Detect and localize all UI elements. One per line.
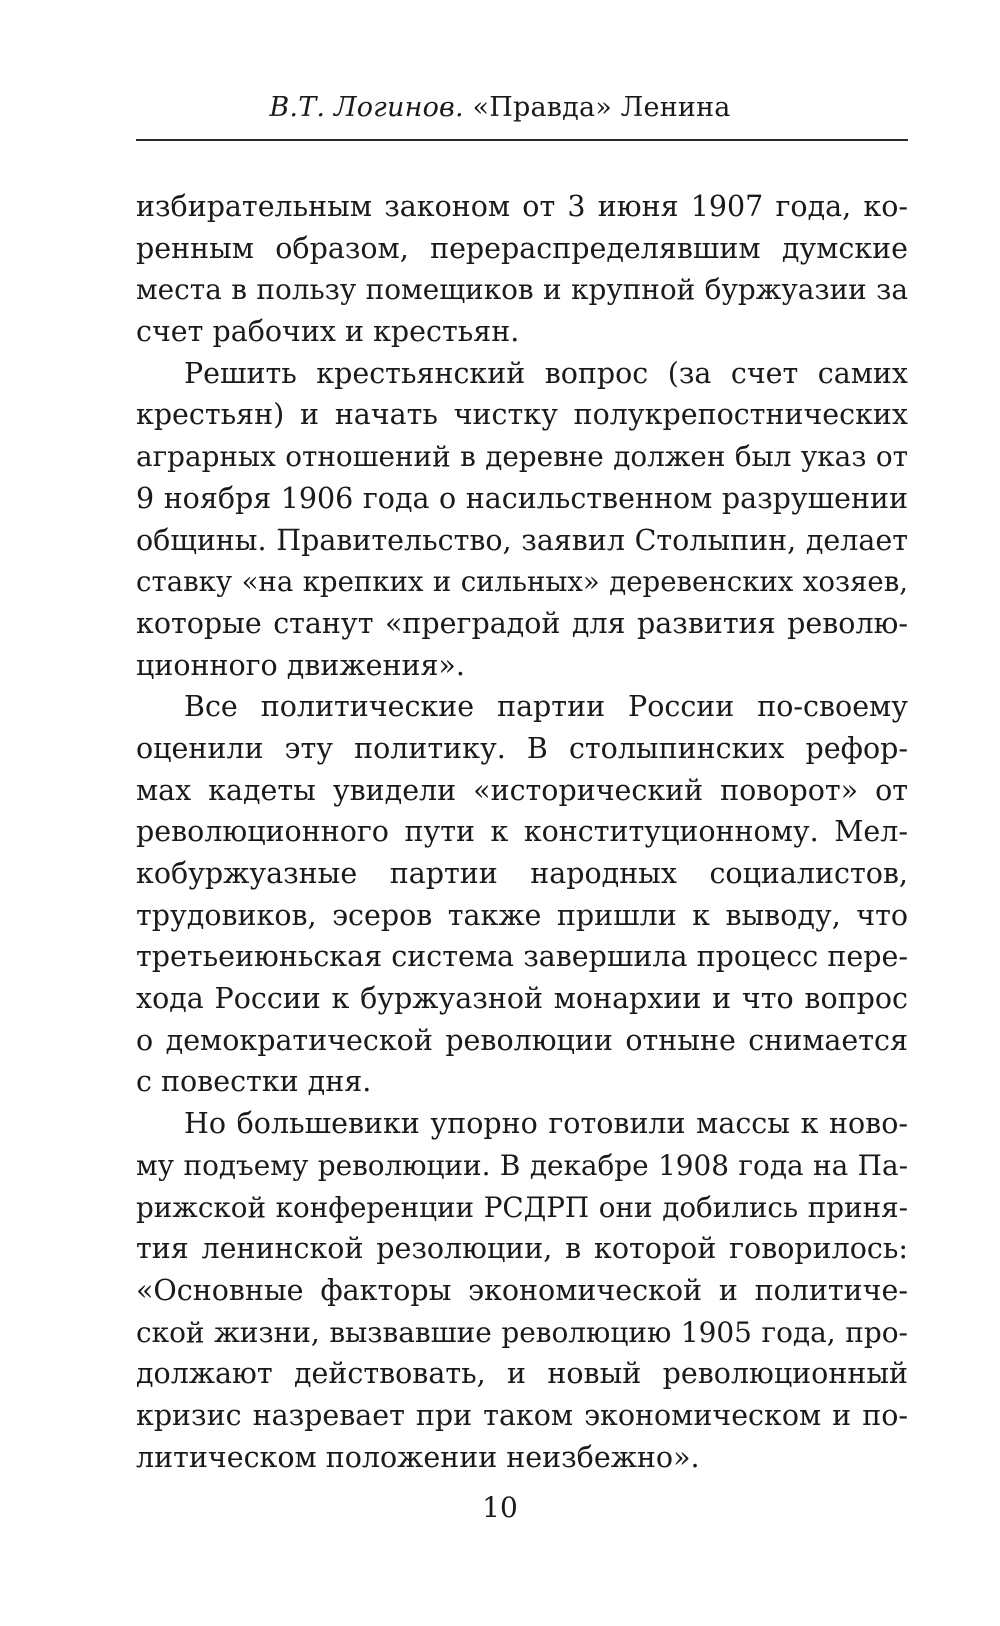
text-line: о демократической революции отныне снимается <box>136 1023 908 1057</box>
text-line: общины. Правительство, заявил Столыпин, делает <box>136 523 908 557</box>
text-line: ционного движения». <box>136 648 465 682</box>
text-line: ренным образом, перераспределявшим думские <box>136 231 908 265</box>
running-header <box>0 88 1000 128</box>
text-line: третьеиюньская система завершила процесс пере- <box>136 940 908 974</box>
paragraph-3 <box>136 686 908 1103</box>
text-line: которые станут «преградой для развития револю- <box>136 606 908 640</box>
text-line: Все политические партии России по-своему <box>184 690 908 724</box>
text-line: ставку «на крепких и сильных» деревенских хозяев, <box>136 565 908 599</box>
paragraph-2 <box>136 353 908 687</box>
paragraph-4 <box>136 1103 908 1478</box>
header-title: «Правда» Ленина <box>472 92 731 123</box>
text-line: аграрных отношений в деревне должен был указ от <box>136 440 908 474</box>
page-number: 10 <box>482 1491 518 1524</box>
text-line: му подъему революции. В декабре 1908 года на Па- <box>136 1148 908 1182</box>
text-line: тия ленинской резолюции, в которой говорилось: <box>136 1232 908 1266</box>
text-line: места в пользу помещиков и крупной буржуазии за <box>136 273 908 307</box>
text-line: «Основные факторы экономической и политиче- <box>136 1273 908 1307</box>
body-text <box>136 186 908 1478</box>
text-line: мах кадеты увидели «исторический поворот» от <box>136 773 908 807</box>
header-author: В.Т. Логинов. <box>269 92 464 123</box>
text-line: литическом положении неизбежно». <box>136 1440 700 1474</box>
text-line: кризис назревает при таком экономическом и по- <box>136 1398 908 1432</box>
text-line: крестьян) и начать чистку полукрепостнических <box>136 398 908 432</box>
header-divider <box>136 139 908 141</box>
paragraph-1 <box>136 186 908 353</box>
text-line: рижской конференции РСДРП они добились приня- <box>136 1190 908 1224</box>
text-line: оценили эту политику. В столыпинских рефор- <box>136 731 908 765</box>
text-line: хода России к буржуазной монархии и что вопрос <box>136 982 908 1016</box>
text-line: должают действовать, и новый революционный <box>136 1357 908 1391</box>
text-line: Решить крестьянский вопрос (за счет самих <box>184 356 908 390</box>
text-line: с повестки дня. <box>136 1065 372 1099</box>
text-line: революционного пути к конституционному. Мел- <box>136 815 908 849</box>
text-line: трудовиков, эсеров также пришли к выводу, что <box>136 898 908 932</box>
text-line: счет рабочих и крестьян. <box>136 315 520 349</box>
text-line: 9 ноября 1906 года о насильственном разрушении <box>136 481 908 515</box>
text-line: Но большевики упорно готовили массы к ново- <box>184 1107 908 1141</box>
text-line: кобуржуазные партии народных социалистов, <box>136 857 908 890</box>
text-line: ской жизни, вызвавшие революцию 1905 года, про- <box>136 1315 908 1349</box>
text-line: избирательным законом от 3 июня 1907 года, ко- <box>136 190 908 223</box>
